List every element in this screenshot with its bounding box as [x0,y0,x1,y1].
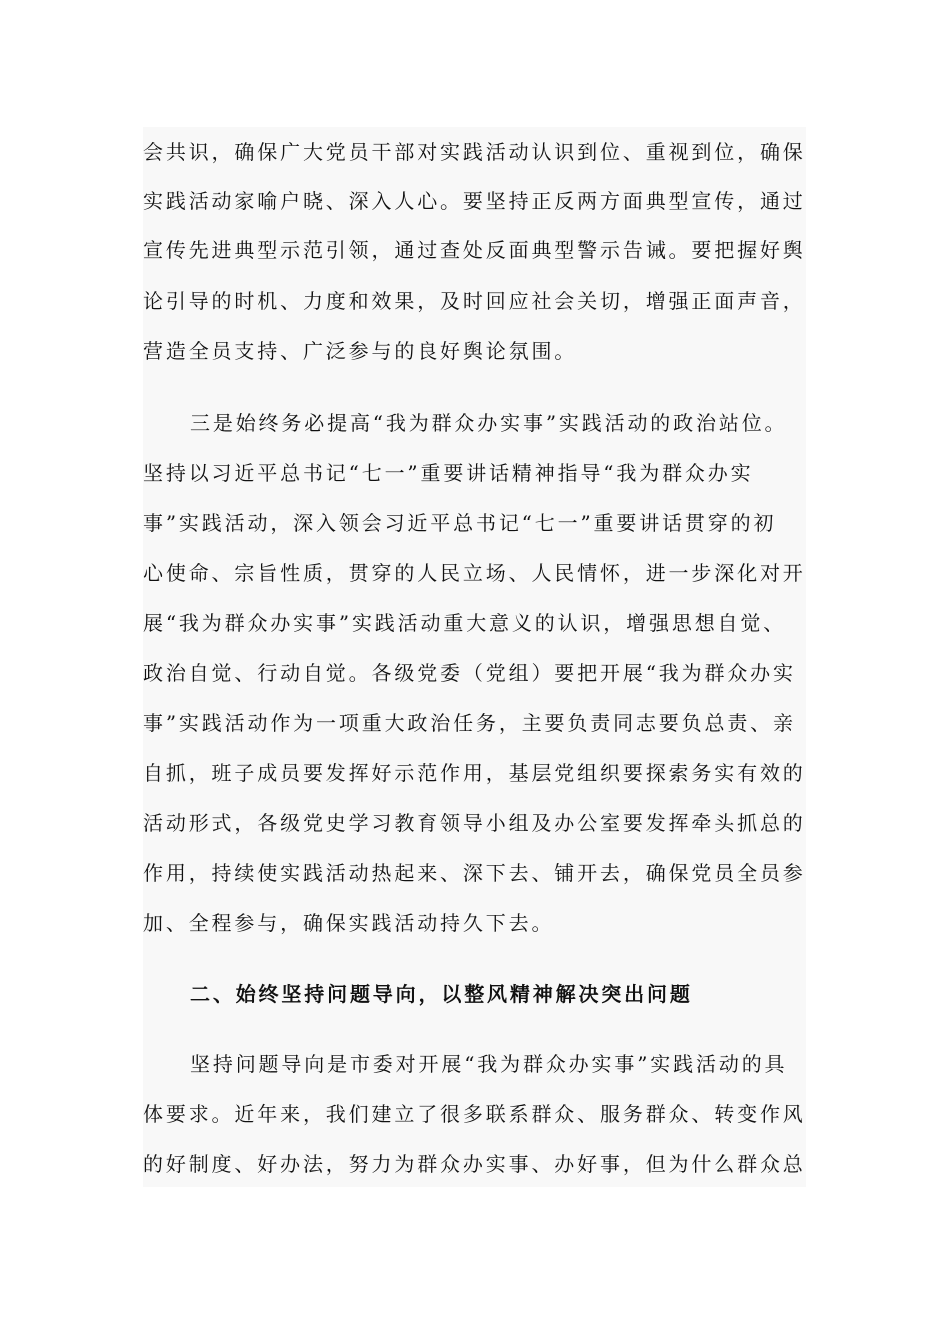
paragraph-line: 自抓，班子成员要发挥好示范作用，基层党组织要探索务实有效的 [143,761,806,785]
paragraph-line: 活动形式，各级党史学习教育领导小组及办公室要发挥牵头抓总的 [143,811,806,835]
document-body [143,127,806,1187]
paragraph-line: 事”实践活动，深入领会习近平总书记“七一”重要讲话贯穿的初 [143,511,777,535]
paragraph-line: 事”实践活动作为一项重大政治任务，主要负责同志要负总责、亲 [143,711,796,735]
paragraph-line: 论引导的时机、力度和效果，及时回应社会关切，增强正面声音， [143,289,806,313]
paragraph-line: 营造全员支持、广泛参与的良好舆论氛围。 [143,339,578,363]
paragraph-line: 政治自觉、行动自觉。各级党委（党组）要把开展“我为群众办实 [143,661,796,685]
paragraph-line: 作用，持续使实践活动热起来、深下去、铺开去，确保党员全员参 [143,861,806,885]
paragraph-line: 心使命、宗旨性质，贯穿的人民立场、人民情怀，进一步深化对开 [143,561,806,585]
paragraph-line: 展“我为群众办实事”实践活动重大意义的认识，增强思想自觉、 [143,611,787,635]
paragraph-line: 坚持问题导向是市委对开展“我为群众办实事”实践活动的具 [190,1052,788,1076]
paragraph-line: 三是始终务必提高“我为群众办实事”实践活动的政治站位。 [190,411,788,435]
section-heading: 二、始终坚持问题导向，以整风精神解决突出问题 [190,982,693,1006]
paragraph-line: 宣传先进典型示范引领，通过查处反面典型警示告诫。要把握好舆 [143,238,806,262]
paragraph-line: 加、全程参与，确保实践活动持久下去。 [143,911,555,935]
paragraph-line: 坚持以习近平总书记“七一”重要讲话精神指导“我为群众办实 [143,461,754,485]
paragraph-line: 的好制度、好办法，努力为群众办实事、办好事，但为什么群众总 [143,1152,806,1176]
paragraph-line: 体要求。近年来，我们建立了很多联系群众、服务群众、转变作风 [143,1102,806,1126]
paragraph-line: 会共识，确保广大党员干部对实践活动认识到位、重视到位，确保 [143,140,806,164]
paragraph-line: 实践活动家喻户晓、深入人心。要坚持正反两方面典型宣传，通过 [143,189,806,213]
